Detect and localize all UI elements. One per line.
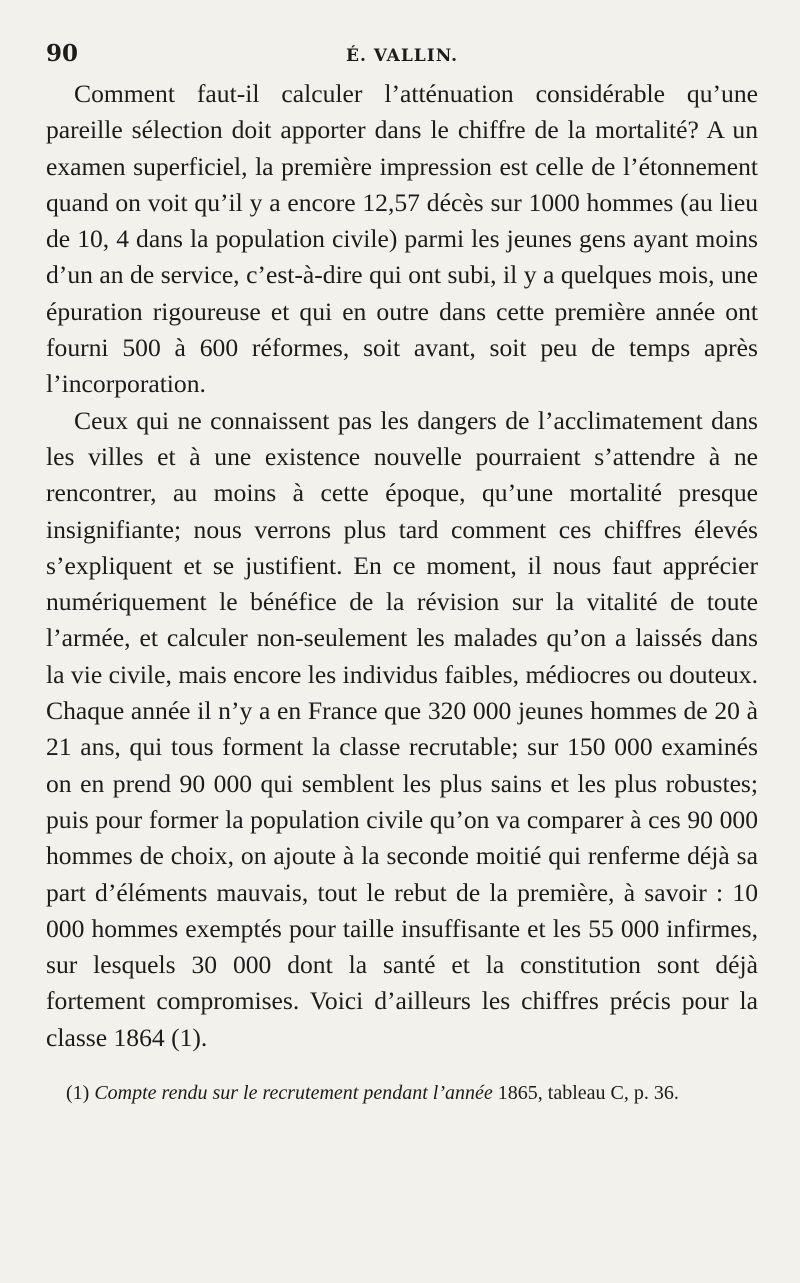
footnote-tail-text: 1865, tableau C, p. 36. (497, 1082, 679, 1105)
paragraph-1: Comment faut-il calculer l’atténuation considérable qu’une pareille sélection doit apporter dans le chiffre de la mortalité? A un examen superficiel, la première impression est celle de l’étonnement quand on voit qu’il y a encore 12,57 décès sur 1000 hommes (au lieu de 10, 4 dans la population civile) parmi les jeunes gens ayant moins d’un an de service, c’est-à-dire qui ont subi, il y a quelques mois, une épuration rigoureuse et qui en outre dans cette première année ont fourni 500 à 600 réformes, soit avant, soit peu de temps après l’incorporation. (46, 79, 758, 399)
body-text (46, 76, 758, 1056)
running-head: É. VALLIN. (346, 46, 459, 66)
footnote-marker: (1) (66, 1082, 90, 1105)
page-header (46, 40, 758, 76)
footnote (46, 1078, 758, 1108)
footnote-italic-text: Compte rendu sur le recrutement pendant l’année (94, 1082, 493, 1105)
page-number: 90 (46, 40, 79, 67)
paragraph-2: Ceux qui ne connaissent pas les dangers de l’acclimatement dans les villes et à une existence nouvelle pourraient s’attendre à ne rencontrer, au moins à cette époque, qu’une mortalité presque insignifiante; nous verrons plus tard comment ces chiffres élevés s’expliquent et se justifient. En ce moment, il nous faut apprécier numériquement le bénéfice de la révision sur la vitalité de toute l’armée, et calculer non-seulement les malades qu’on a laissés dans la vie civile, mais encore les individus faibles, médiocres ou douteux. Chaque année il n’y a en France que 320 000 jeunes hommes de 20 à 21 ans, qui tous forment la classe recrutable; sur 150 000 examinés on en prend 90 000 qui semblent les plus sains et les plus robustes; puis pour former la population civile qu’on va comparer à ces 90 000 hommes de choix, on ajoute à la seconde moitié qui renferme déjà sa part d’éléments mauvais, tout le rebut de la première, à savoir : 10 000 hommes exemptés pour taille insuffisante et les 55 000 infirmes, sur lesquels 30 000 dont la santé et la constitution sont déjà fortement compromises. Voici d’ailleurs les chiffres précis pour la classe 1864 (1). (46, 405, 758, 1052)
